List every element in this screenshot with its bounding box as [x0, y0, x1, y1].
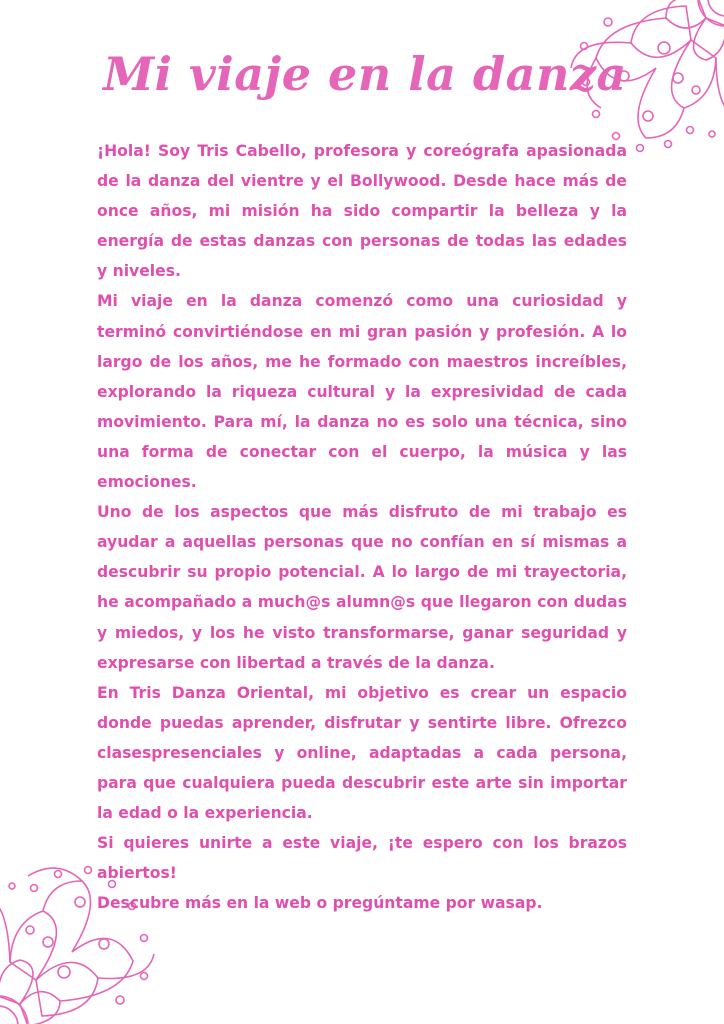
paragraph-invitation: Si quieres unirte a este viaje, ¡te espero con los brazos abiertos! [97, 834, 627, 883]
paragraph-journey: Mi viaje en la danza comenzó como una curiosidad y terminó convirtiéndose en mi gran pasión y profesión. A lo largo de los años, me he formado con maestros increíbles, explorando la riqueza cultural y la expresividad de cada movimiento. Para mí, la danza no es solo una técnica, sino una forma de conectar con el cuerpo, la música y las emociones. [97, 292, 627, 492]
paragraph-students: Uno de los aspectos que más disfruto de mi trabajo es ayudar a aquellas personas que no confían en sí mismas a descubrir su propio potencial. A lo largo de mi trayectoria, he acompañado a much@s alumn@s que llegaron con dudas y miedos, y los he visto transformarse, ganar seguridad y expresarse con libertad a través de la danza. [97, 503, 627, 672]
page-title: Mi viaje en la danza [103, 47, 627, 101]
body-text [97, 136, 627, 918]
paragraph-school: En Tris Danza Oriental, mi objetivo es crear un espacio donde puedas aprender, disfrutar y sentirte libre. Ofrezco clasespresenciales y online, adaptadas a cada persona, para que cualquiera pueda descubrir este arte sin importar la edad o la experiencia. [97, 683, 627, 823]
paragraph-contact: Descubre más en la web o pregúntame por wasap. [97, 894, 543, 913]
paragraph-intro: ¡Hola! Soy Tris Cabello, profesora y coreógrafa apasionada de la danza del vientre y el Bollywood. Desde hace más de once años, mi misión ha sido compartir la belleza y la energía de estas danzas con personas de todas las edades y niveles. [97, 142, 627, 281]
